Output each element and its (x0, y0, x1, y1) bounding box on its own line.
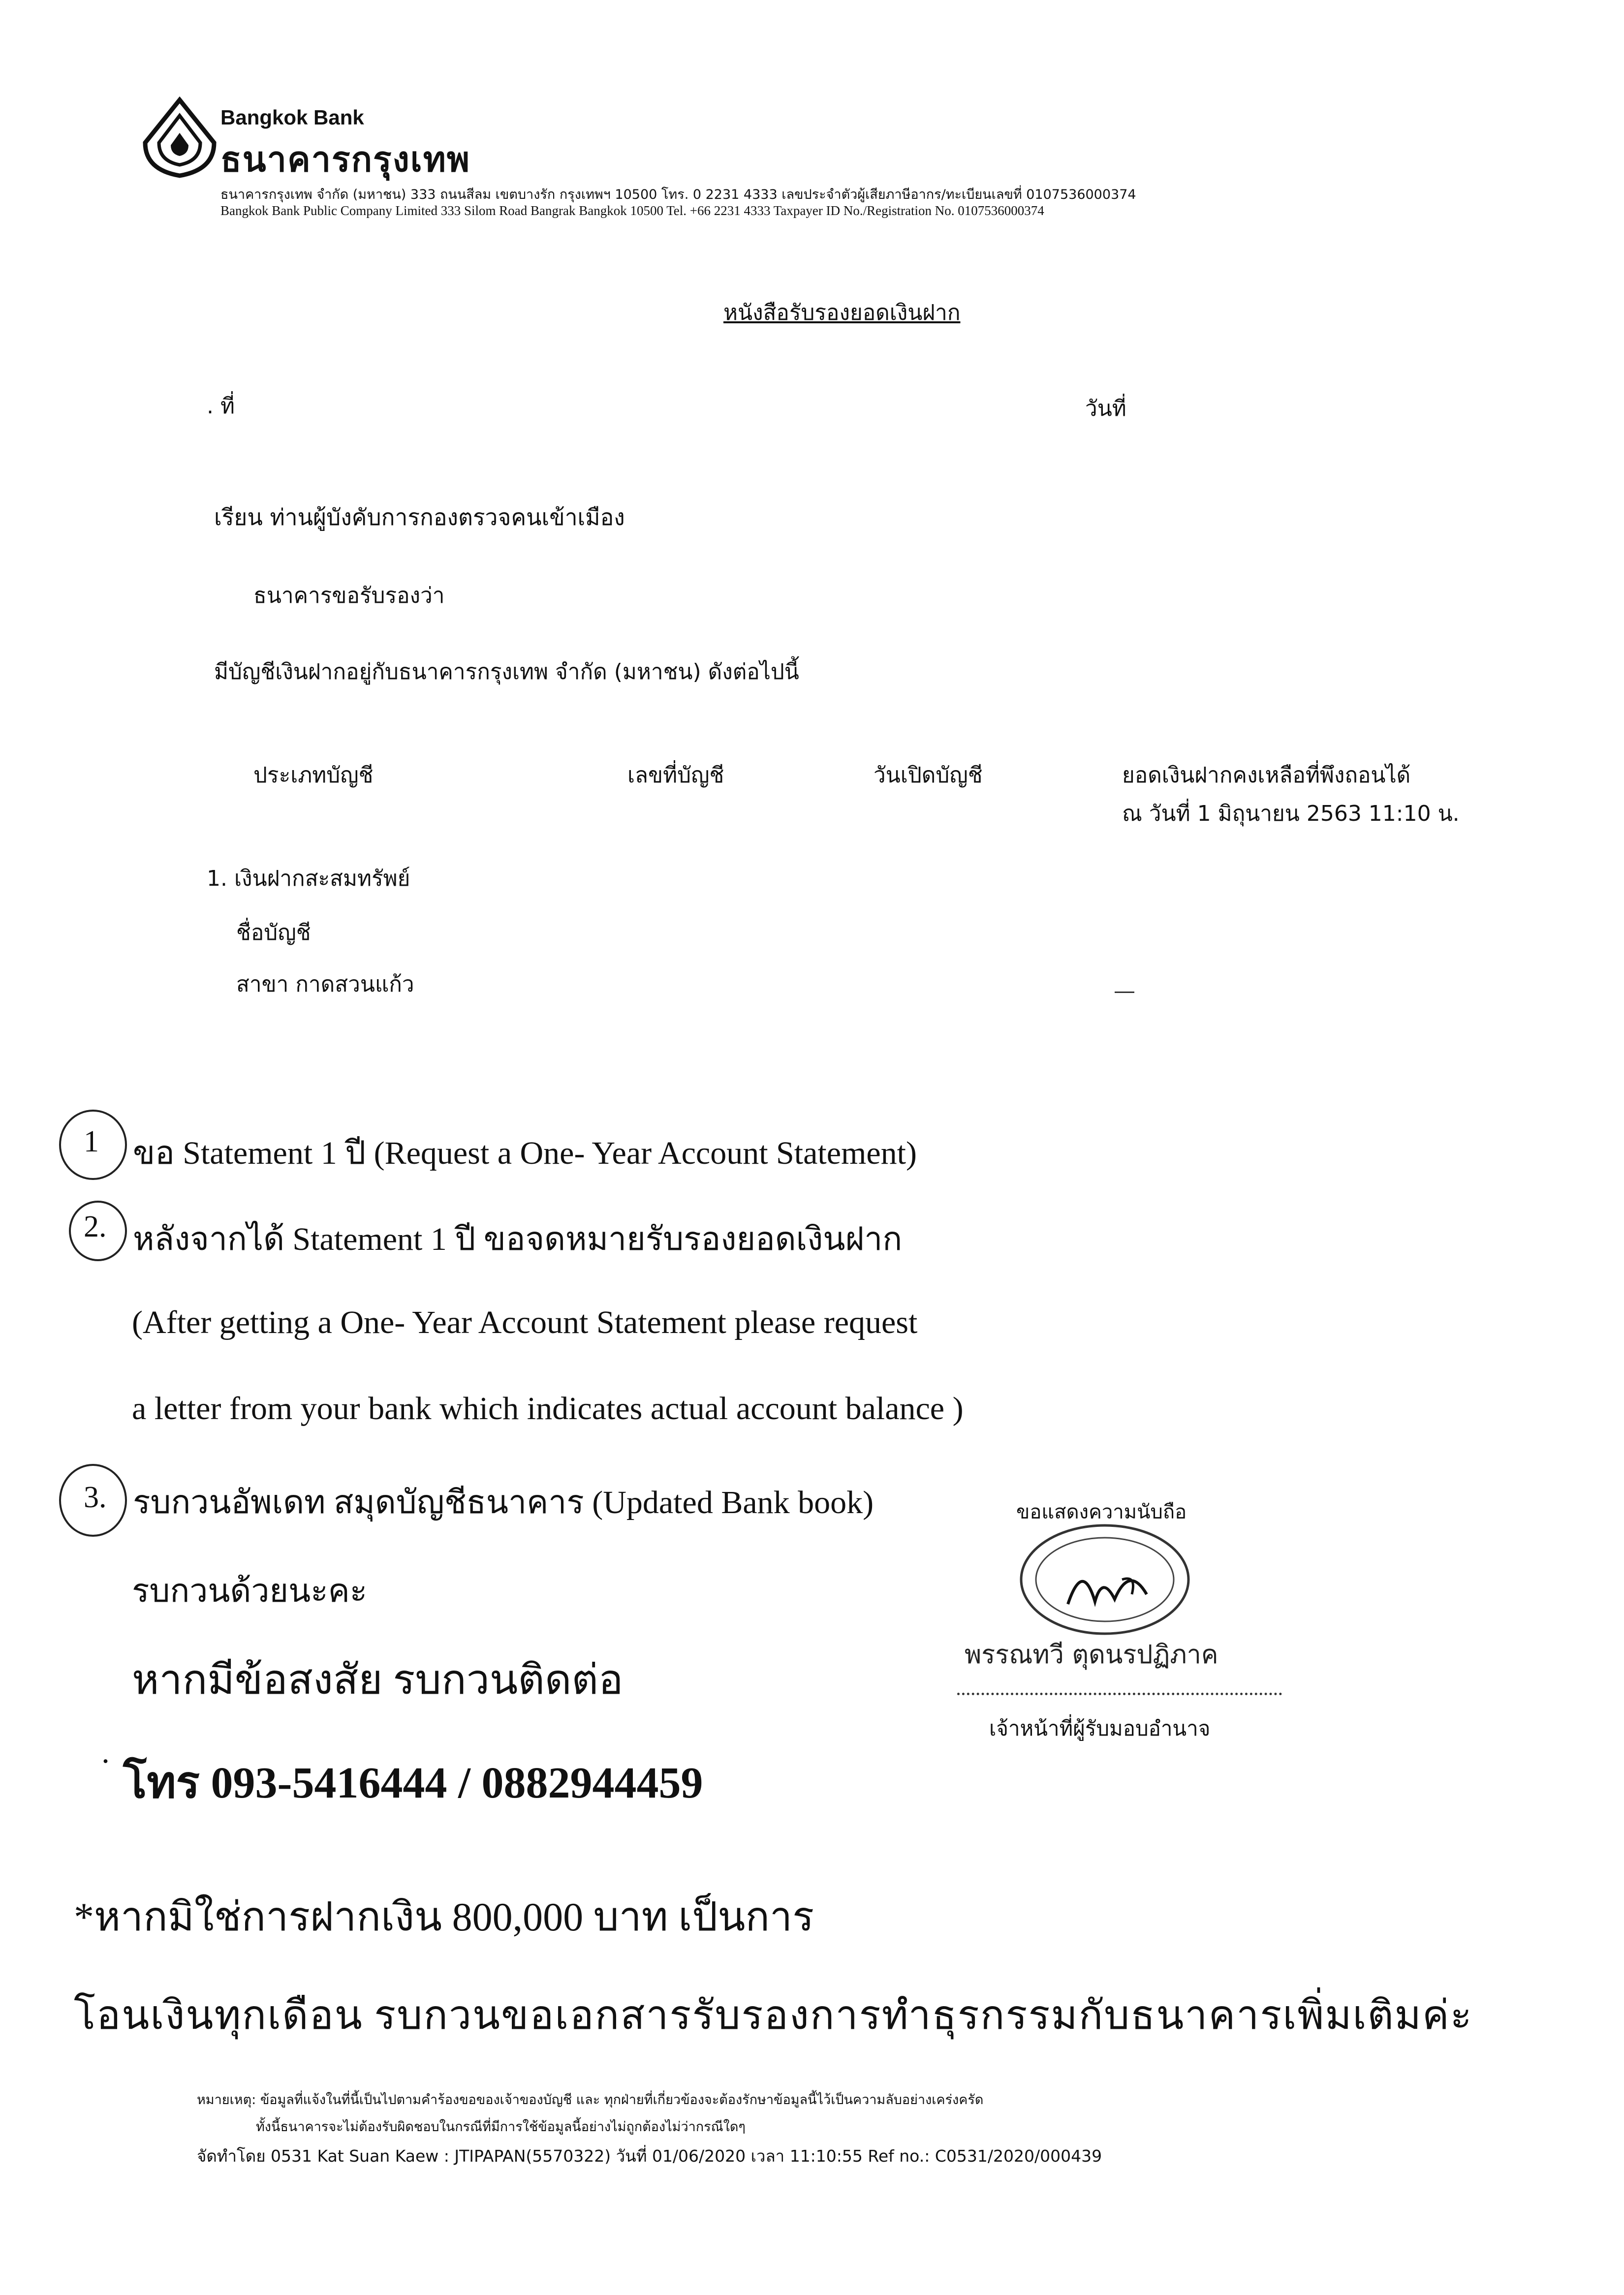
contact-question: หากมีข้อสงสัย รบกวนติดต่อ (132, 1657, 624, 1703)
bank-name-th: ธนาคารกรุงเทพ (220, 139, 470, 180)
note-request-letter-en-line1: (After getting a One- Year Account Statement please request (132, 1304, 918, 1340)
handwritten-signature-icon (1068, 1581, 1147, 1604)
dash-mark (1115, 992, 1134, 993)
deposit-note: *หากมิใช่การฝากเงิน 800,000 บาท เป็นการ (74, 1894, 814, 1939)
column-header-balance: ยอดเงินฝากคงเหลือที่พึงถอนได้ (1122, 763, 1411, 788)
contact-phone-text: โทร 093-5416444 / 0882944459 (123, 1759, 703, 1807)
bank-name-en: Bangkok Bank (220, 106, 364, 129)
bullet-dot: · (101, 1744, 111, 1779)
note-number-2: 2. (84, 1210, 107, 1243)
note-update-bank-book: รบกวนอัพเดท สมุดบัญชีธนาคาร (Updated Bank book) (133, 1485, 874, 1520)
balance-as-of-date: ณ วันที่ 1 มิถุนายน 2563 11:10 น. (1122, 801, 1460, 826)
reference-label: . ที่ (207, 394, 235, 419)
note-please: รบกวนด้วยนะคะ (132, 1573, 368, 1609)
certify-statement: ธนาคารขอรับรองว่า (253, 583, 445, 608)
footer-remark-2: ทั้งนี้ธนาคารจะไม่ต้องรับผิดชอบในกรณีที่มีการใช้ข้อมูลนี้อย่างไม่ถูกต้องไม่ว่ากรณีใดๆ (256, 2119, 746, 2135)
signer-role: เจ้าหน้าที่ผู้รับมอบอำนาจ (989, 1716, 1211, 1740)
note-number-1: 1 (84, 1125, 99, 1158)
bank-address-th: ธนาคารกรุงเทพ จำกัด (มหาชน) 333 ถนนสีลม เขตบางรัก กรุงเทพฯ 10500 โทร. 0 2231 4333 เลขประจำตัวผู้เสียภาษีอากร/ทะเบียนเลขที่ 0107536000374 (220, 187, 1136, 202)
bank-seal-stamp-icon (1009, 1520, 1201, 1648)
transfer-note: โอนเงินทุกเดือน รบกวนขอเอกสารรับรองการทำธุรกรรมกับธนาคารเพิ่มเติมค่ะ (74, 1993, 1473, 2038)
contact-phone (101, 1747, 703, 1817)
account-name-row: ชื่อบัญชี (236, 920, 311, 945)
note-request-statement: ขอ Statement 1 ปี (Request a One- Year Account Statement) (133, 1135, 917, 1171)
signature-line (957, 1693, 1282, 1695)
column-header-account-type: ประเภทบัญชี (253, 763, 374, 788)
signer-name: พรรณทวี ตุดนรปฏิภาค (965, 1640, 1218, 1670)
salutation: เรียน ท่านผู้บังคับการกองตรวจคนเข้าเมือง (214, 504, 625, 530)
column-header-opened-date: วันเปิดบัญชี (874, 763, 983, 788)
column-header-account-number: เลขที่บัญชี (627, 763, 724, 788)
account-intro: มีบัญชีเงินฝากอยู่กับธนาคารกรุงเทพ จำกัด (มหาชน) ดังต่อไปนี้ (214, 659, 799, 684)
account-branch-row: สาขา กาดสวนแก้ว (236, 972, 414, 997)
regards-text: ขอแสดงความนับถือ (1016, 1501, 1187, 1523)
date-label: วันที่ (1085, 396, 1126, 421)
note-request-letter-en-line2: a letter from your bank which indicates actual account balance ) (132, 1391, 964, 1427)
account-type-row: 1. เงินฝากสะสมทรัพย์ (207, 866, 410, 891)
footer-remark-1: หมายเหตุ: ข้อมูลที่แจ้งในที่นี้เป็นไปตามคำร้องขอของเจ้าของบัญชี และ ทุกฝ่ายที่เกี่ยวข้องจะต้องรักษาข้อมูลนี้ไว้เป็นความลับอย่างเคร่งครัด (197, 2092, 984, 2108)
document-title: หนังสือรับรองยอดเงินฝาก (723, 300, 961, 325)
bangkok-bank-lotus-logo (140, 96, 219, 180)
prepared-by: จัดทำโดย 0531 Kat Suan Kaew : JTIPAPAN(5570322) วันที่ 01/06/2020 เวลา 11:10:55 Ref no.: C0531/2020/000439 (197, 2146, 1102, 2166)
note-number-3: 3. (84, 1481, 107, 1514)
note-request-letter: หลังจากได้ Statement 1 ปี ขอจดหมายรับรองยอดเงินฝาก (133, 1221, 903, 1257)
bank-address-en: Bangkok Bank Public Company Limited 333 Silom Road Bangrak Bangkok 10500 Tel. +66 2231 4333 Taxpayer ID No./Registration No. 0107536000374 (220, 203, 1044, 218)
